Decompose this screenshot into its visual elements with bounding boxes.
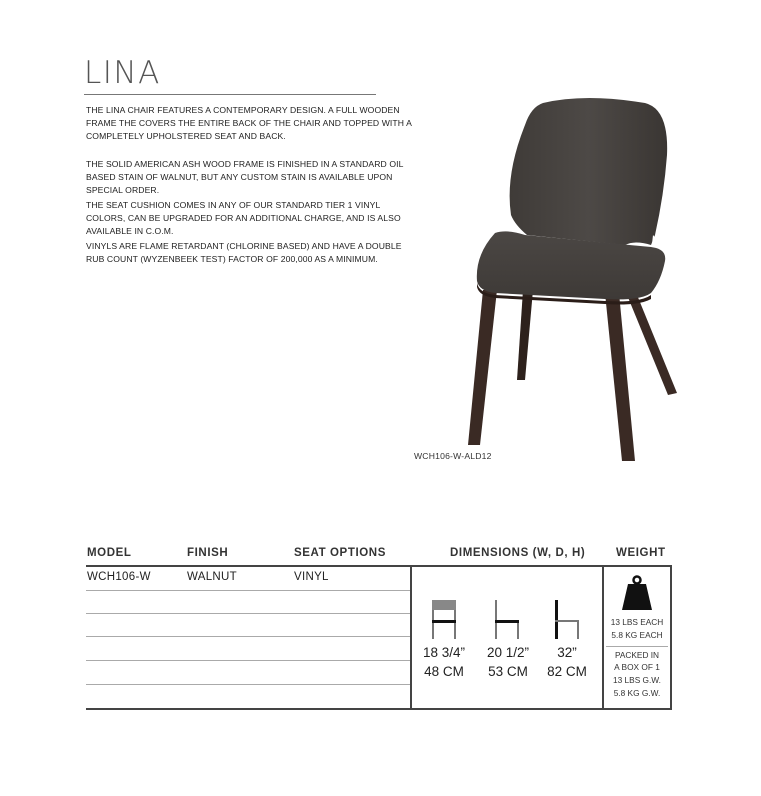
cell-seat-options: VINYL (294, 571, 329, 583)
description-paragraph: THE SOLID AMERICAN ASH WOOD FRAME IS FINISHED IN A STANDARD OIL BASED STAIN OF WALNUT, BUT ANY CUSTOM STAIN IS AVAILABLE UPON SPECIAL ORDER. (86, 159, 404, 196)
table-row-rule (86, 684, 410, 685)
weight-icon (620, 575, 654, 611)
dimension-width-imperial: 18 3/4” (422, 645, 466, 660)
dimension-height-imperial: 32” (557, 645, 577, 660)
description-paragraph: VINYLS ARE FLAME RETARDANT (CHLORINE BASED) AND HAVE A DOUBLE RUB COUNT (WYZENBEEK TEST) FACTOR OF 200,000 AS A MINIMUM. (86, 241, 402, 265)
width-icon (430, 598, 458, 640)
dimension-depth-metric: 53 CM (488, 664, 528, 679)
header-model: MODEL (87, 547, 132, 559)
table-row-rule (86, 636, 410, 637)
packed-line-1: PACKED IN (614, 650, 660, 660)
cell-model: WCH106-W (87, 571, 151, 583)
image-caption: WCH106-W-ALD12 (414, 451, 492, 461)
dimension-depth-imperial: 20 1/2” (486, 645, 530, 660)
page-title: LINA (84, 55, 161, 91)
table-top-rule (86, 565, 672, 567)
title-divider (84, 94, 376, 95)
table-divider (670, 565, 672, 710)
description-paragraph: THE SEAT CUSHION COMES IN ANY OF OUR STANDARD TIER 1 VINYL COLORS, CAN BE UPGRADED FOR AN ADDITIONAL CHARGE, AND IS ALSO AVAILABLE IN C.O.M. (86, 200, 401, 237)
description-paragraph: THE LINA CHAIR FEATURES A CONTEMPORARY DESIGN. A FULL WOODEN FRAME THE COVERS THE ENTIRE BACK OF THE CHAIR AND TOPPED WITH A COMPLETELY UPHOLSTERED SEAT AND BACK. (86, 105, 412, 142)
table-row-rule (86, 660, 410, 661)
chair-product-image (455, 95, 695, 467)
header-finish: FINISH (187, 547, 229, 559)
table-divider (410, 565, 412, 710)
gross-weight-lbs: 13 LBS G.W. (613, 675, 661, 685)
cell-finish: WALNUT (187, 571, 237, 583)
table-row-rule (86, 590, 410, 591)
header-seat-options: SEAT OPTIONS (294, 547, 386, 559)
dimension-height-metric: 82 CM (547, 664, 587, 679)
dimension-width-metric: 48 CM (424, 664, 464, 679)
weight-each-kg: 5.8 KG EACH (611, 630, 663, 640)
weight-divider (606, 646, 668, 647)
table-row-rule (86, 613, 410, 614)
height-icon (553, 598, 581, 640)
table-bottom-rule (86, 708, 672, 710)
header-weight: WEIGHT (616, 547, 666, 559)
header-dimensions: DIMENSIONS (W, D, H) (450, 547, 586, 559)
packed-line-2: A BOX OF 1 (614, 662, 660, 672)
depth-icon (493, 598, 521, 640)
weight-each-lbs: 13 LBS EACH (610, 617, 664, 627)
gross-weight-kg: 5.8 KG G.W. (613, 688, 661, 698)
